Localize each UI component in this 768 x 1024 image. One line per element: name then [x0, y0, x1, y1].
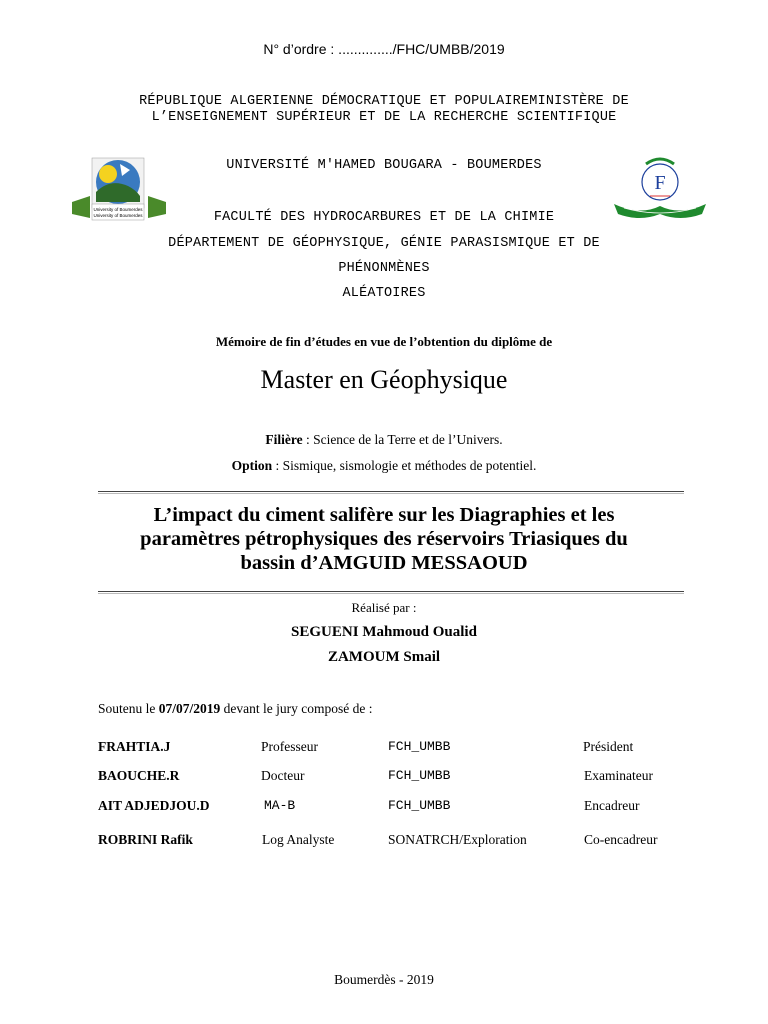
- realise-par: Réalisé par :: [351, 600, 417, 615]
- department-line-3: ALÉATOIRES: [342, 286, 426, 301]
- author-2: ZAMOUM Smail: [327, 649, 441, 665]
- degree-title: Master en Géophysique: [260, 365, 508, 394]
- title-top-rule: [98, 491, 684, 492]
- university-name: UNIVERSITÉ M'HAMED BOUGARA - BOUMERDES: [226, 158, 542, 173]
- logo-caption-1: University of Boumerdes: [93, 207, 143, 212]
- defense-date: 07/07/2019: [158, 701, 221, 716]
- thesis-title: [0, 503, 768, 575]
- filiere-line: [0, 432, 768, 448]
- jury-name: FRAHTIA.J: [98, 739, 171, 754]
- jury-grade: Log Analyste: [262, 832, 335, 847]
- jury-institution: FCH_UMBB: [388, 739, 451, 754]
- memoire-subtitle: Mémoire de fin d’études en vue de l’obtention du diplôme de: [215, 334, 553, 349]
- thesis-title-line-3: bassin d’AMGUID MESSAOUD: [240, 552, 528, 574]
- footer-place-year: Boumerdès - 2019: [334, 972, 434, 987]
- option-value: : Sismique, sismologie et méthodes de potentiel.: [272, 458, 537, 473]
- faculty-name: FACULTÉ DES HYDROCARBURES ET DE LA CHIMIE: [213, 210, 555, 225]
- logo-caption-2: University of Boumerdes: [93, 213, 143, 218]
- filiere-value: : Science de la Terre et de l’Univers.: [302, 432, 503, 447]
- department-line-2: PHÉNONMÈNES: [338, 261, 430, 276]
- jury-name: ROBRINI Rafik: [98, 832, 193, 847]
- jury-name: AIT ADJEDJOU.D: [98, 798, 210, 813]
- jury-role: Président: [583, 739, 634, 754]
- jury-grade: Professeur: [261, 739, 318, 754]
- thesis-title-line-2: paramètres pétrophysiques des réservoirs Triasiques du: [140, 528, 628, 550]
- author-1: SEGUENI Mahmoud Oualid: [291, 624, 477, 640]
- jury-name: BAOUCHE.R: [98, 768, 180, 783]
- department-line-1: DÉPARTEMENT DE GÉOPHYSIQUE, GÉNIE PARASISMIQUE ET DE: [168, 236, 600, 251]
- jury-institution: FCH_UMBB: [388, 768, 451, 783]
- option-line: [0, 458, 768, 474]
- thesis-title-line-1: L’impact du ciment salifère sur les Diagraphies et les: [153, 504, 615, 526]
- republic-line-2: L’ENSEIGNEMENT SUPÉRIEUR ET DE LA RECHERCHE SCIENTIFIQUE: [151, 110, 617, 125]
- jury-grade: MA-B: [264, 798, 296, 813]
- filiere-label: Filière: [265, 432, 303, 447]
- jury-institution: FCH_UMBB: [388, 798, 451, 813]
- jury-role: Encadreur: [584, 798, 640, 813]
- defense-line: [98, 701, 372, 717]
- title-bottom-rule: [98, 591, 684, 592]
- republic-line-1: RÉPUBLIQUE ALGERIENNE DÉMOCRATIQUE ET POPULAIREMINISTÈRE DE: [139, 94, 629, 109]
- jury-role: Co-encadreur: [584, 832, 658, 847]
- jury-role: Examinateur: [584, 768, 653, 783]
- defense-prefix: Soutenu le: [98, 701, 159, 716]
- order-number: N° d’ordre : ............../FHC/UMBB/2019: [263, 41, 505, 57]
- defense-suffix: devant le jury composé de :: [220, 701, 373, 716]
- option-label: Option: [231, 458, 273, 473]
- svg-text:F: F: [654, 172, 666, 194]
- jury-institution: SONATRCH/Exploration: [388, 832, 527, 847]
- jury-grade: Docteur: [261, 768, 305, 783]
